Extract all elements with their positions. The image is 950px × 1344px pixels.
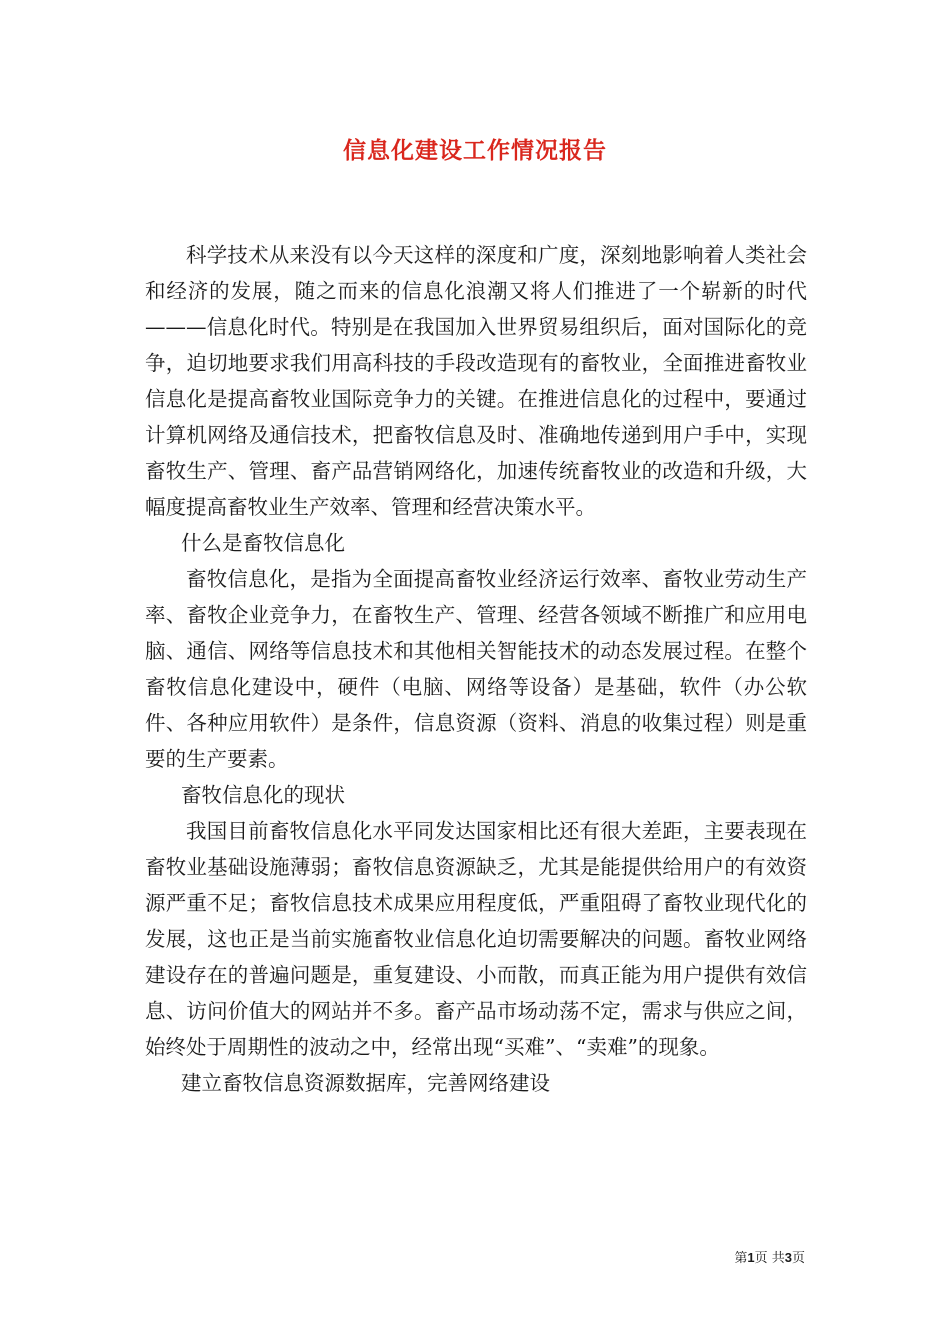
section-heading-what-is: 什么是畜牧信息化 [181,531,345,555]
paragraph-status: 我国目前畜牧信息化水平同发达国家相比还有很大差距，主要表现在畜牧业基础设施薄弱；畜牧信息资源缺乏，尤其是能提供给用户的有效资源严重不足；畜牧信息技术成果应用程度低，严重阻碍了畜牧业现代化的发展，这也正是当前实施畜牧业信息化迫切需要解决的问题。畜牧业网络建设存在的普遍问题是，重复建设、小而散，而真正能为用户提供有效信息、访问价值大的网站并不多。畜产品市场动荡不定，需求与供应之间，始终处于周期性的波动之中，经常出现“买难”、“卖难”的现象。 [145,819,807,1059]
section-heading-status: 畜牧信息化的现状 [181,783,345,807]
footer-middle: 页 共 [754,1251,785,1266]
page-number-footer [734,1247,805,1266]
footer-suffix: 页 [791,1251,805,1266]
footer-prefix: 第 [734,1251,748,1266]
section-heading-database: 建立畜牧信息资源数据库，完善网络建设 [181,1071,550,1095]
footer-total-pages: 3 [784,1250,792,1265]
paragraph-intro: 科学技术从来没有以今天这样的深度和广度，深刻地影响着人类社会和经济的发展，随之而来的信息化浪潮又将人们推进了一个崭新的时代———信息化时代。特别是在我国加入世界贸易组织后，面对国际化的竞争，迫切地要求我们用高科技的手段改造现有的畜牧业，全面推进畜牧业信息化是提高畜牧业国际竞争力的关键。在推进信息化的过程中，要通过计算机网络及通信技术，把畜牧信息及时、准确地传递到用户手中，实现畜牧生产、管理、畜产品营销网络化，加速传统畜牧业的改造和升级，大幅度提高畜牧业生产效率、管理和经营决策水平。 [145,243,807,519]
paragraph-definition: 畜牧信息化，是指为全面提高畜牧业经济运行效率、畜牧业劳动生产率、畜牧企业竞争力，在畜牧生产、管理、经营各领域不断推广和应用电脑、通信、网络等信息技术和其他相关智能技术的动态发展过程。在整个畜牧信息化建设中，硬件（电脑、网络等设备）是基础，软件（办公软件、各种应用软件）是条件，信息资源（资料、消息的收集过程）则是重要的生产要素。 [145,567,807,771]
footer-current-page: 1 [747,1250,755,1265]
document-title: 信息化建设工作情况报告 [343,138,607,164]
document-body [145,237,807,1101]
